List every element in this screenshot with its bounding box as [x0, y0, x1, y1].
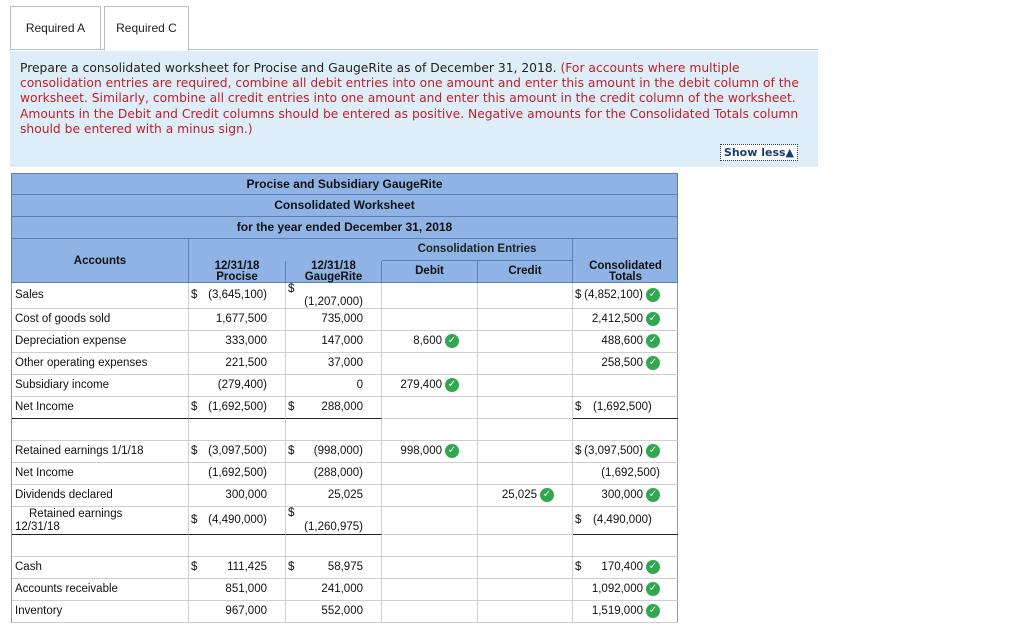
- procise-value[interactable]: [189, 283, 286, 309]
- procise-value[interactable]: 221,500: [189, 353, 286, 375]
- debit-input[interactable]: [382, 309, 478, 331]
- check-icon: ✓: [646, 560, 660, 574]
- credit-input[interactable]: [478, 397, 573, 419]
- total-input[interactable]: [573, 601, 678, 623]
- debit-input[interactable]: [382, 441, 478, 463]
- value: (1,207,000): [304, 296, 363, 308]
- column-header-row: [11, 239, 678, 283]
- table-row: [11, 283, 678, 309]
- col-consolidated-totals: Consolidated Totals: [589, 260, 662, 283]
- check-icon: ✓: [646, 356, 660, 370]
- dollar-sign: $: [575, 445, 582, 457]
- check-icon: ✓: [445, 334, 459, 348]
- dollar-sign: $: [288, 401, 295, 413]
- procise-value[interactable]: 333,000: [189, 331, 286, 353]
- show-less-button[interactable]: Show less▲: [720, 144, 798, 161]
- worksheet-title: Procise and Subsidiary GaugeRite: [11, 173, 678, 195]
- table-row: [11, 397, 678, 419]
- dollar-sign: $: [191, 514, 198, 526]
- table-row: [11, 375, 678, 397]
- col-procise: 12/31/18 Procise: [189, 261, 286, 283]
- debit-input[interactable]: [382, 463, 478, 485]
- value: (1,692,500): [593, 401, 652, 413]
- value: 111,425: [227, 561, 267, 573]
- instructions-panel: [10, 51, 818, 167]
- consolidated-worksheet: [11, 173, 678, 623]
- value: (3,645,100): [208, 289, 267, 301]
- row-label: [12, 507, 189, 535]
- check-icon: ✓: [646, 582, 660, 596]
- total-input[interactable]: [573, 557, 678, 579]
- table-row: [11, 463, 678, 485]
- gaugerite-value[interactable]: 0: [286, 375, 382, 397]
- debit-input[interactable]: [382, 507, 478, 535]
- instructions-main: Prepare a consolidated worksheet for Procise and GaugeRite as of December 31, 2018.: [20, 61, 557, 75]
- check-icon: ✓: [646, 334, 660, 348]
- table-row: [11, 441, 678, 463]
- total-input[interactable]: [573, 441, 678, 463]
- procise-value[interactable]: [189, 507, 286, 535]
- procise-value[interactable]: [189, 397, 286, 419]
- instructions-text: [20, 61, 812, 137]
- procise-value[interactable]: (1,692,500): [189, 463, 286, 485]
- credit-input[interactable]: [478, 375, 573, 397]
- gaugerite-value[interactable]: 147,000: [286, 331, 382, 353]
- row-label: Sales: [12, 283, 189, 309]
- procise-value[interactable]: 300,000: [189, 485, 286, 507]
- dollar-sign: $: [191, 289, 198, 301]
- value: 8,600: [413, 335, 442, 347]
- value: (1,692,500): [208, 401, 267, 413]
- credit-input[interactable]: [478, 463, 573, 485]
- table-row: [11, 485, 678, 507]
- dollar-sign: $: [575, 514, 582, 526]
- gaugerite-value[interactable]: [286, 397, 382, 419]
- table-row: [11, 579, 678, 601]
- procise-value[interactable]: (279,400): [189, 375, 286, 397]
- value: 25,025: [501, 489, 537, 501]
- row-label: Cash: [12, 557, 189, 579]
- gaugerite-value[interactable]: 241,000: [286, 579, 382, 601]
- total-input[interactable]: [573, 331, 678, 353]
- row-label: Inventory: [12, 601, 189, 623]
- blank-row: [11, 535, 678, 557]
- value: 998,000: [400, 445, 442, 457]
- procise-value[interactable]: 967,000: [189, 601, 286, 623]
- worksheet-period: for the year ended December 31, 2018: [11, 217, 678, 239]
- total-input[interactable]: [573, 309, 678, 331]
- row-label: Depreciation expense: [12, 331, 189, 353]
- gaugerite-value[interactable]: 25,025: [286, 485, 382, 507]
- value: 279,400: [400, 379, 442, 391]
- debit-input[interactable]: [382, 579, 478, 601]
- value: 2,412,500: [591, 313, 643, 325]
- procise-value[interactable]: 1,677,500: [189, 309, 286, 331]
- total-input[interactable]: [573, 283, 678, 309]
- total-input[interactable]: [573, 375, 678, 397]
- gaugerite-value[interactable]: 735,000: [286, 309, 382, 331]
- debit-input[interactable]: [382, 283, 478, 309]
- row-label: Net Income: [12, 397, 189, 419]
- debit-input[interactable]: [382, 353, 478, 375]
- gaugerite-value[interactable]: [286, 557, 382, 579]
- value: (998,000): [313, 445, 363, 457]
- gaugerite-value[interactable]: [286, 283, 382, 309]
- dollar-sign: $: [575, 561, 582, 573]
- total-input[interactable]: [573, 397, 678, 419]
- dollar-sign: $: [288, 507, 295, 519]
- credit-input[interactable]: [478, 283, 573, 309]
- total-input[interactable]: [573, 579, 678, 601]
- procise-value[interactable]: [189, 557, 286, 579]
- gaugerite-value[interactable]: 37,000: [286, 353, 382, 375]
- check-icon: ✓: [646, 488, 660, 502]
- worksheet-subtitle: Consolidated Worksheet: [11, 195, 678, 217]
- table-row: [11, 331, 678, 353]
- gaugerite-value[interactable]: (288,000): [286, 463, 382, 485]
- value: 1,092,000: [591, 583, 643, 595]
- value: (3,097,500): [208, 445, 267, 457]
- debit-input[interactable]: [382, 375, 478, 397]
- table-row: [11, 353, 678, 375]
- col-debit: Debit: [382, 261, 478, 283]
- credit-input[interactable]: [478, 579, 573, 601]
- table-row: [11, 309, 678, 331]
- tab-required-c[interactable]: Required C: [104, 6, 189, 51]
- value: (3,097,500): [584, 445, 643, 457]
- credit-input[interactable]: [478, 507, 573, 535]
- gaugerite-value[interactable]: [286, 507, 382, 535]
- row-label-line2: 12/31/18: [15, 521, 60, 533]
- credit-input[interactable]: [478, 441, 573, 463]
- dollar-sign: $: [575, 289, 582, 301]
- value: 488,600: [601, 335, 643, 347]
- row-label: Subsidiary income: [12, 375, 189, 397]
- col-gaugerite: 12/31/18 GaugeRite: [286, 261, 382, 283]
- total-input[interactable]: [573, 485, 678, 507]
- row-label: Accounts receivable: [12, 579, 189, 601]
- row-label: Dividends declared: [12, 485, 189, 507]
- instructions-note: (For accounts where multiple consolidation entries are required, combine all debit entries into one amount and enter this amount in the debit column of the worksheet. Similarly, combine all credit entries into one amount and enter this amount in the credit column of the worksheet. Amounts in the Debit and Credit columns should be entered as positive. Negative amounts for the Consolidated Totals column should be entered with a minus sign.): [20, 61, 799, 136]
- check-icon: ✓: [646, 604, 660, 618]
- dollar-sign: $: [288, 445, 295, 457]
- col-accounts: Accounts: [12, 239, 189, 282]
- debit-input[interactable]: [382, 557, 478, 579]
- value: 58,975: [327, 561, 363, 573]
- procise-value[interactable]: 851,000: [189, 579, 286, 601]
- debit-input[interactable]: [382, 397, 478, 419]
- dollar-sign: $: [191, 561, 198, 573]
- row-label: Other operating expenses: [12, 353, 189, 375]
- table-row: [11, 557, 678, 579]
- gaugerite-value[interactable]: [286, 441, 382, 463]
- debit-input[interactable]: [382, 331, 478, 353]
- value: 288,000: [321, 401, 363, 413]
- col-consolidation-entries: Consolidation Entries: [382, 239, 573, 261]
- debit-input[interactable]: [382, 601, 478, 623]
- blank-row: [11, 419, 678, 441]
- value: 258,500: [601, 357, 643, 369]
- row-label-line1: Retained earnings: [29, 508, 123, 520]
- credit-input[interactable]: [478, 309, 573, 331]
- tab-required-a[interactable]: Required A: [10, 6, 101, 50]
- check-icon: ✓: [646, 312, 660, 326]
- debit-input[interactable]: [382, 485, 478, 507]
- value: (4,490,000): [208, 514, 267, 526]
- row-label: Retained earnings 1/1/18: [12, 441, 189, 463]
- dollar-sign: $: [191, 445, 198, 457]
- value: 300,000: [601, 489, 643, 501]
- dollar-sign: $: [191, 401, 198, 413]
- row-label: Cost of goods sold: [12, 309, 189, 331]
- gaugerite-value[interactable]: 552,000: [286, 601, 382, 623]
- credit-input[interactable]: [478, 331, 573, 353]
- credit-input[interactable]: [478, 557, 573, 579]
- value: (4,490,000): [593, 514, 652, 526]
- procise-value[interactable]: [189, 441, 286, 463]
- total-input[interactable]: (1,692,500): [573, 463, 678, 485]
- check-icon: ✓: [646, 288, 660, 302]
- total-input[interactable]: [573, 353, 678, 375]
- value: 170,400: [601, 561, 643, 573]
- dollar-sign: $: [288, 561, 295, 573]
- check-icon: ✓: [445, 378, 459, 392]
- check-icon: ✓: [445, 444, 459, 458]
- table-row: [11, 507, 678, 535]
- value: (1,260,975): [304, 521, 363, 533]
- row-label: Net Income: [12, 463, 189, 485]
- table-row: [11, 601, 678, 623]
- check-icon: ✓: [540, 488, 554, 502]
- credit-input[interactable]: [478, 353, 573, 375]
- credit-input[interactable]: [478, 601, 573, 623]
- credit-input[interactable]: [478, 485, 573, 507]
- total-input[interactable]: [573, 507, 678, 535]
- tab-bar: [10, 6, 818, 50]
- col-credit: Credit: [478, 261, 573, 283]
- dollar-sign: $: [288, 283, 295, 295]
- check-icon: ✓: [646, 444, 660, 458]
- dollar-sign: $: [575, 401, 582, 413]
- value: 1,519,000: [591, 605, 643, 617]
- value: (4,852,100): [584, 289, 643, 301]
